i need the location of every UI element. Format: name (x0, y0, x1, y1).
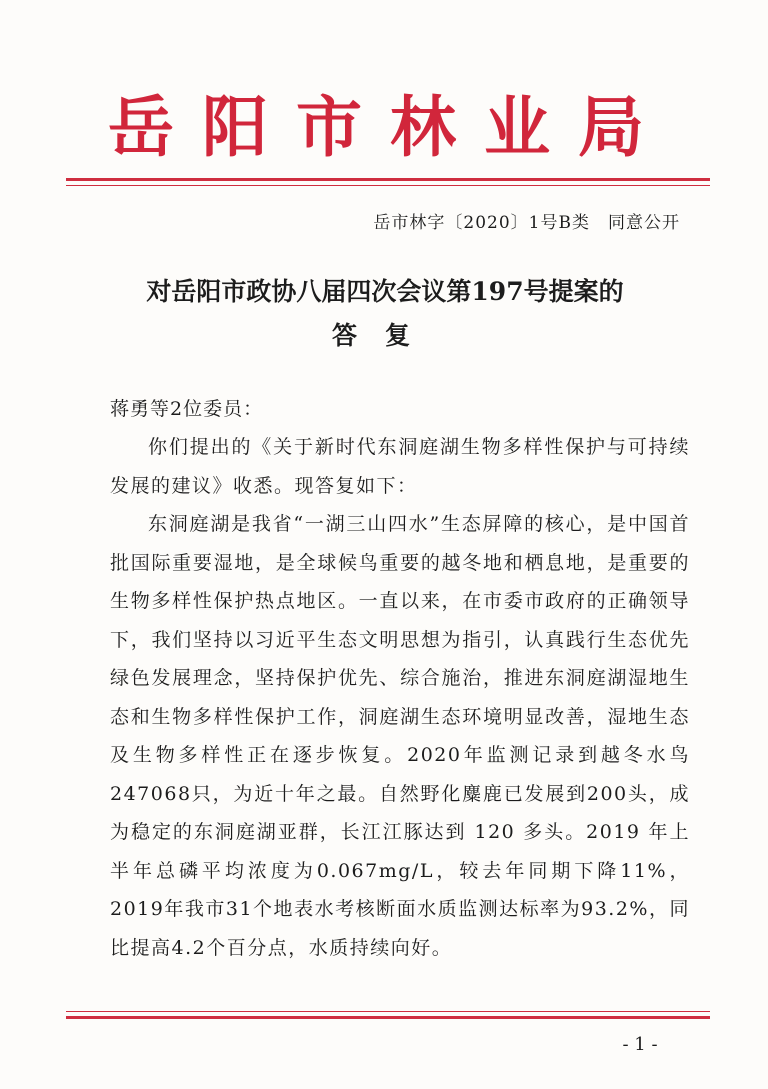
header-red-rule-thin (66, 185, 710, 186)
header-red-rule-thick (66, 178, 710, 181)
paragraph-main: 东洞庭湖是我省“一湖三山四水”生态屏障的核心，是中国首批国际重要湿地，是全球候鸟重要的越冬地和栖息地，是重要的生物多样性保护热点地区。一直以来，在市委市政府的正确领导下，我们坚持以习近平生态文明思想为指引，认真践行生态优先绿色发展理念，坚持保护优先、综合施治，推进东洞庭湖湿地生态和生物多样性保护工作，洞庭湖生态环境明显改善，湿地生态及生物多样性正在逐步恢复。2020年监测记录到越冬水鸟247068只，为近十年之最。自然野化麋鹿已发展到200头，成为稳定的东洞庭湖亚群，长江江豚达到 120 多头。2019 年上半年总磷平均浓度为0.067mg/L，较去年同期下降11%，2019年我市31个地表水考核断面水质监测达标率为93.2%，同比提高4.2个百分点，水质持续向好。 (110, 513, 690, 959)
document-title (60, 270, 710, 358)
footer-red-rule-thick (66, 1016, 710, 1019)
document-title-line2: 答复 (331, 321, 438, 350)
issuing-organization-title: 岳阳市林业局 (108, 89, 672, 166)
body-text (110, 428, 690, 967)
document-number: 岳市林字〔2020〕1号B类 同意公开 (373, 213, 680, 233)
page-number: - 1 - (622, 1034, 658, 1055)
document-title-line1: 对岳阳市政协八届四次会议第197号提案的 (146, 277, 624, 306)
salutation: 蒋勇等2位委员： (110, 398, 264, 420)
paragraph-intro: 你们提出的《关于新时代东洞庭湖生物多样性保护与可持续发展的建议》收悉。现答复如下： (110, 436, 690, 497)
footer-red-rule-thin (66, 1011, 710, 1012)
